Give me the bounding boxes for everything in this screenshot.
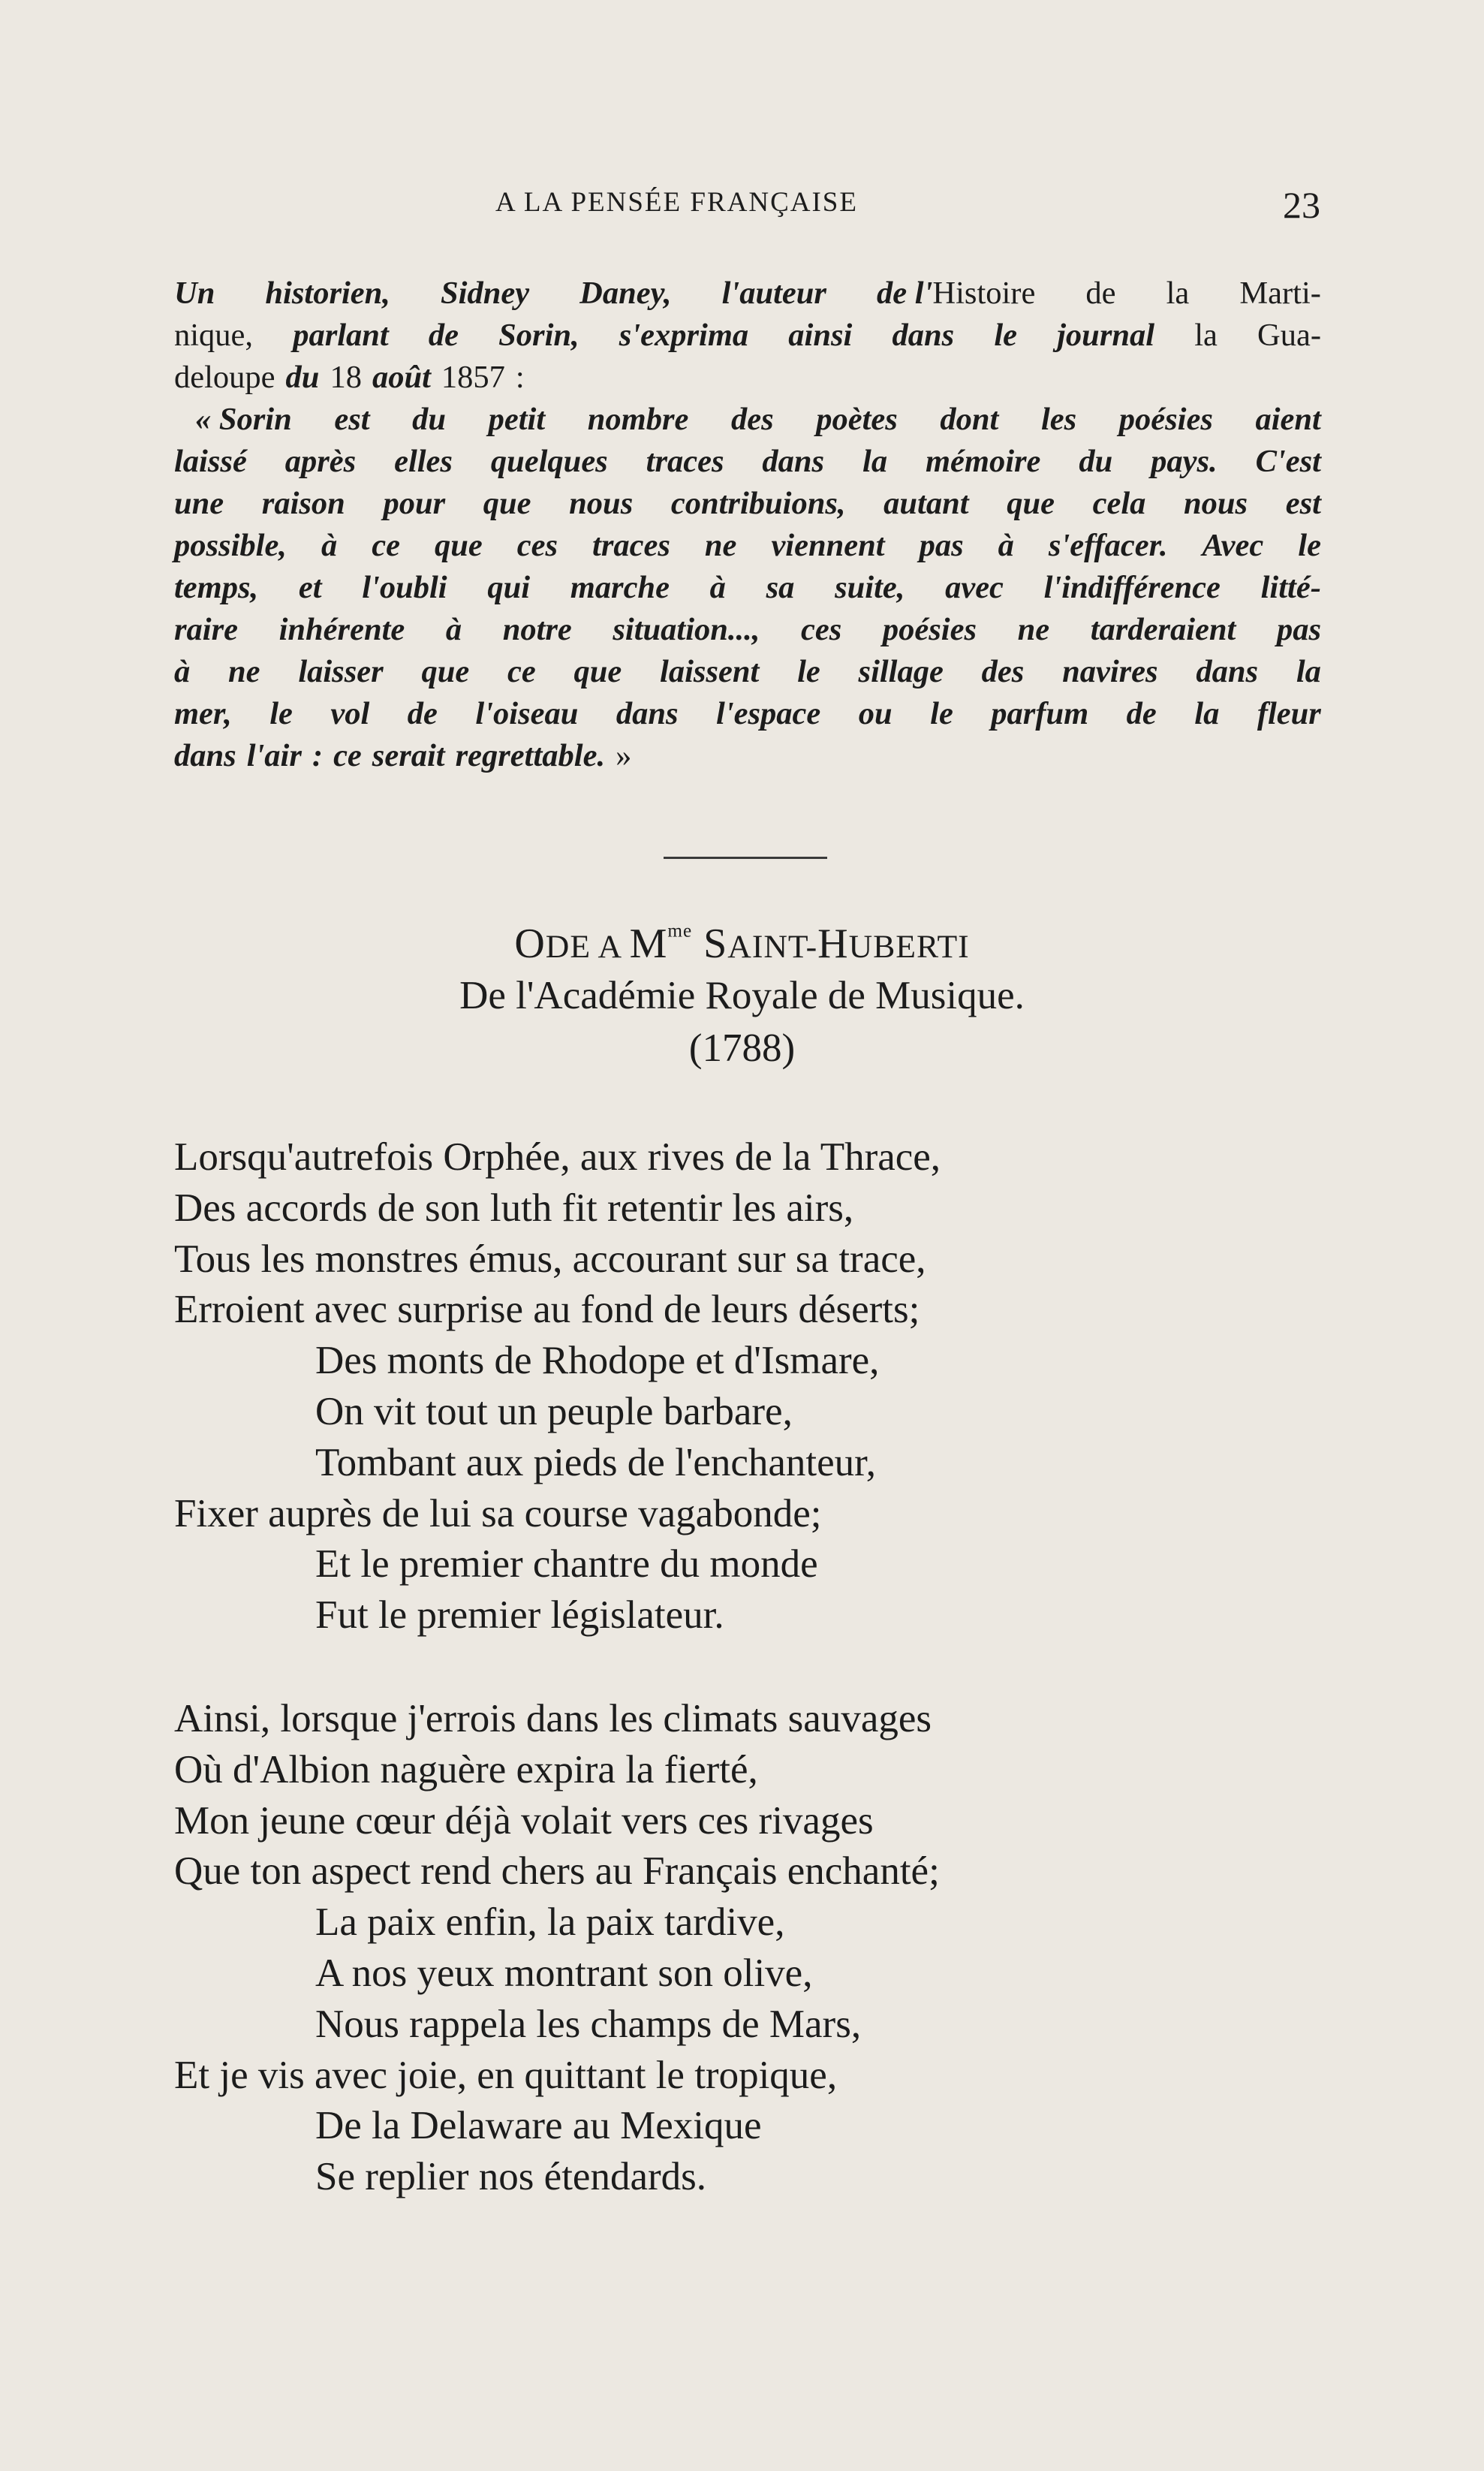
verse-line: Mon jeune cœur déjà volait vers ces rivages [174, 1798, 874, 1843]
quote-line: laissé après elles quelques traces dans la mémoire du pays. C'est [174, 444, 1321, 479]
quote-line: possible, à ce que ces traces ne viennent pas à s'effacer. Avec le [174, 528, 1321, 563]
ode-subtitle: De l'Académie Royale de Musique. [459, 974, 1025, 1017]
poem-stanza-1 [174, 1132, 941, 1641]
page-number: 23 [1283, 184, 1320, 226]
ode-title: ODE A $M^{me}$ SAINT-HUBERTI [514, 921, 970, 967]
verse-line: Tous les monstres émus, accourant sur sa trace, [174, 1237, 926, 1281]
intro-paragraph [174, 273, 1321, 777]
verse-line: Des accords de son luth fit retentir les airs, [174, 1186, 854, 1230]
verse-line: On vit tout un peuple barbare, [315, 1389, 793, 1433]
running-title: A LA PENSÉE FRANÇAISE [495, 187, 858, 218]
ode-year: (1788) [688, 1026, 796, 1070]
intro-line: nique, parlant de Sorin, s'exprima ainsi dans le journal la Gua- [174, 318, 1321, 353]
quote-line: mer, le vol de l'oiseau dans l'espace ou le parfum de la fleur [174, 696, 1321, 731]
section-divider [664, 857, 827, 859]
verse-line: Et le premier chantre du monde [315, 1542, 818, 1587]
quote-line: une raison pour que nous contribuions, autant que cela nous est [174, 486, 1321, 521]
verse-line: De la Delaware au Mexique [315, 2104, 762, 2148]
verse-line: Nous rappela les champs de Mars, [315, 2002, 862, 2046]
verse-line: Ainsi, lorsque j'errois dans les climats sauvages [174, 1697, 932, 1740]
intro-line: Un historien, Sidney Daney, l'auteur de l'Histoire de la Marti- [174, 276, 1321, 311]
verse-line: Que ton aspect rend chers au Français enchanté; [174, 1849, 940, 1894]
verse-line: Se replier nos étendards. [315, 2155, 706, 2199]
verse-line: Où d'Albion naguère expira la fierté, [174, 1747, 758, 1791]
verse-line: Et je vis avec joie, en quittant le tropique, [174, 2053, 838, 2097]
verse-line: Tombant aux pieds de l'enchanteur, [315, 1440, 876, 1484]
verse-line: Des monts de Rhodope et d'Ismare, [315, 1339, 880, 1383]
verse-line: A nos yeux montrant son olive, [315, 1951, 813, 1995]
quote-line: à ne laisser que ce que laissent le sillage des navires dans la [174, 654, 1321, 689]
poem-stanza-2 [174, 1694, 940, 2203]
verse-line: Fixer auprès de lui sa course vagabonde; [174, 1491, 822, 1535]
quote-line: temps, et l'oubli qui marche à sa suite, avec l'indifférence litté- [174, 570, 1321, 605]
quote-line: « Sorin est du petit nombre des poètes dont les poésies aient [195, 402, 1321, 437]
verse-line: La paix enfin, la paix tardive, [315, 1900, 785, 1945]
quote-line: dans l'air : ce serait regrettable. » [174, 738, 632, 773]
intro-line: deloupe du 18 août 1857 : [174, 360, 525, 395]
verse-line: Fut le premier législateur. [315, 1593, 724, 1638]
quote-line: raire inhérente à notre situation..., ces poésies ne tarderaient pas [174, 612, 1321, 647]
verse-line: Lorsqu'autrefois Orphée, aux rives de la Thrace, [174, 1135, 941, 1179]
verse-line: Erroient avec surprise au fond de leurs déserts; [174, 1288, 920, 1332]
